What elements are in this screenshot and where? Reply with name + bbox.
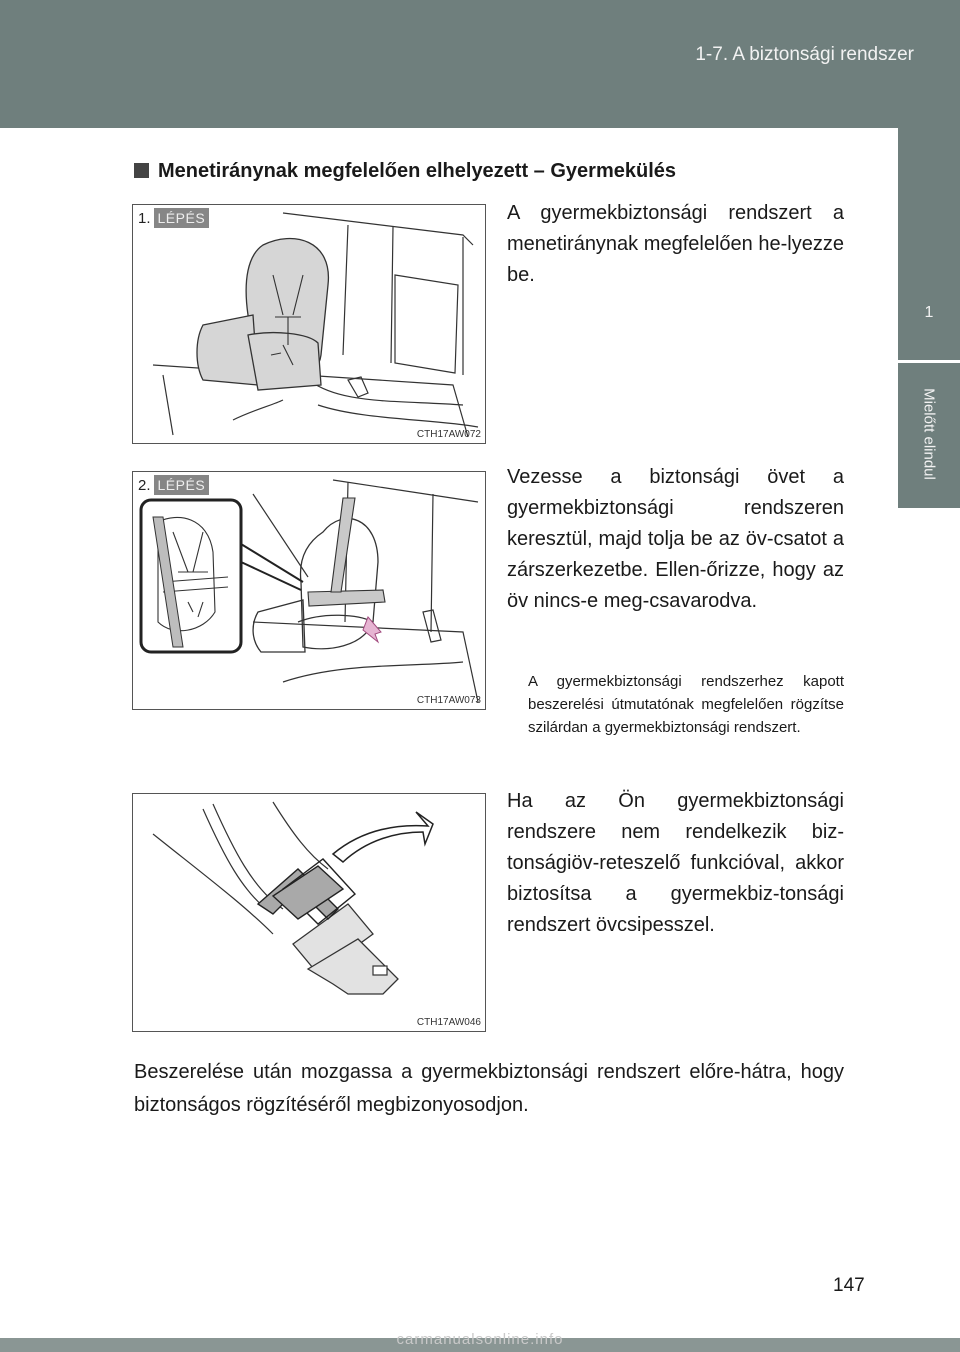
chapter-label: Mielőtt elindul bbox=[920, 388, 938, 480]
step-badge bbox=[135, 207, 209, 229]
step-1-text: A gyermekbiztonsági rendszert a menetiránynak megfelelően he-lyezze be. bbox=[507, 202, 844, 286]
figure-code: CTH17AW072 bbox=[416, 429, 481, 440]
figure-code: CTH17AW046 bbox=[416, 1017, 481, 1028]
step-number: 1. bbox=[138, 209, 151, 227]
chapter-tab bbox=[898, 128, 960, 360]
step-2-text: Vezesse a biztonsági övet a gyermekbiztonsági rendszeren keresztül, majd tolja be az öv-csatot a zárszerkezetbe. Ellen-őrizze, hogy az öv nincs-e meg-csavarodva. bbox=[507, 466, 844, 612]
figure-step-1 bbox=[132, 204, 486, 444]
section-title bbox=[134, 160, 676, 183]
step-word: LÉPÉS bbox=[154, 475, 210, 495]
step-badge bbox=[135, 474, 209, 496]
watermark: carmanualsonline.info bbox=[396, 1331, 564, 1348]
step-word: LÉPÉS bbox=[154, 208, 210, 228]
seat-belt-routing-illustration bbox=[133, 472, 485, 709]
step-3-text: Ha az Ön gyermekbiztonsági rendszere nem rendelkezik biz-tonságiöv-reteszelő funkcióval, akkor biztosítsa a gyermekbiz-tonsági rendszert övcsipesszel. bbox=[507, 790, 844, 936]
step-number: 2. bbox=[138, 476, 151, 494]
child-seat-illustration bbox=[133, 205, 485, 443]
section-title-text: Menetiránynak megfelelően elhelyezett – Gyermekülés bbox=[158, 160, 676, 182]
figure-step-2 bbox=[132, 471, 486, 710]
chapter-number: 1 bbox=[924, 304, 934, 321]
header-title: 1-7. A biztonsági rendszer bbox=[695, 44, 914, 65]
closing-paragraph: Beszerelése után mozgassa a gyermekbiztonsági rendszert előre-hátra, hogy biztonságos rögzítéséről megbizonyosodjon. bbox=[134, 1061, 844, 1116]
figure-locking-clip bbox=[132, 793, 486, 1032]
figure-code: CTH17AW073 bbox=[416, 695, 481, 706]
step-2-note: A gyermekbiztonsági rendszerhez kapott beszerelési útmutatónak megfelelően rögzítse szilárdan a gyermekbiztonsági rendszert. bbox=[528, 673, 844, 736]
locking-clip-illustration bbox=[133, 794, 485, 1031]
square-bullet-icon bbox=[134, 163, 149, 178]
page-header bbox=[0, 0, 960, 128]
page-number: 147 bbox=[833, 1275, 865, 1296]
